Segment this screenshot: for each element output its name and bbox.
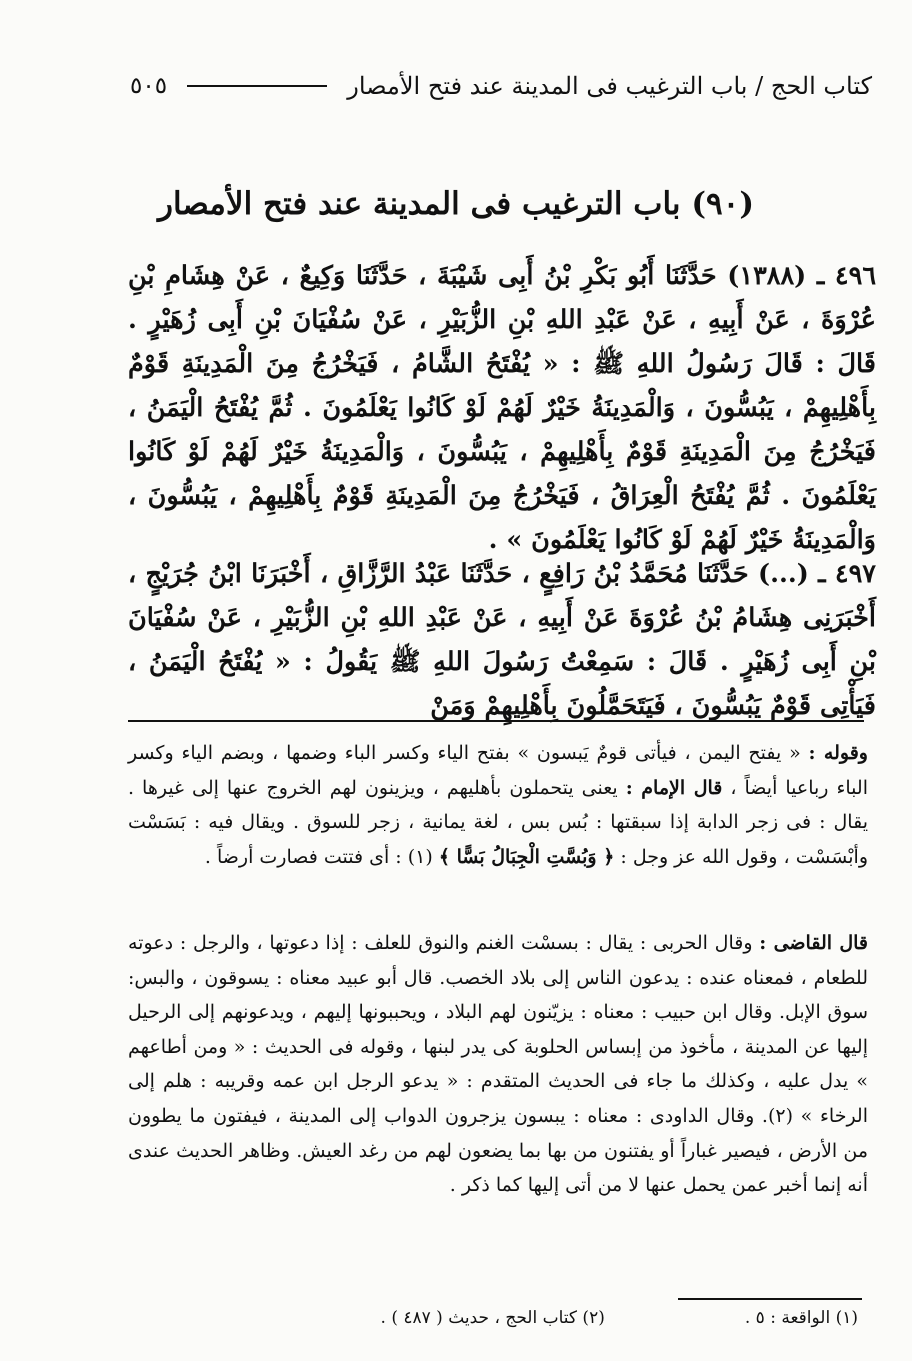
footnote: (١) الواقعة : ٥ . — [744, 1308, 858, 1328]
commentary-text: (١) : أى فتتت فصارت أرضاً . — [204, 845, 433, 868]
footnotes — [240, 1308, 858, 1338]
running-head-title: كتاب الحج / باب الترغيب فى المدينة عند فتح الأمصار — [347, 72, 872, 100]
commentary-text: يعنى يتحملون بأهليهم ، ويزينون لهم الخروج عنها إلى غيرها . يقال : فى زجر الدابة إذا سبقتها : بُس بس ، لغة يمانية ، زجر للسوق . ويقال فيه : بَسَسْت وأبْسَسْت ، وقول الله عز وجل : — [128, 776, 868, 868]
commentary-text: وقال الحربى : يقال : بسسْت الغنم والنوق للعلف : إذا دعوتها ، والرجل : دعوته للطعام ، فمعناه عنده : يدعون الناس إلى بلاد الخصب. قال أبو عبيد معناه : يسوقون ، والبس: سوق الإبل. وقال ابن حبيب : معناه : يزيّنون لهم البلاد ، ويحببونها إليهم ، ويدعونهم إلى الرحيل إليها عن المدينة ، مأخوذ من إبساس الحلوبة كى يدر لبنها ، وقوله فى الحديث : « ومن أطاعهم » يدل عليه ، وكذلك ما جاء فى الحديث المتقدم : « يدعو الرجل ابن عمه وقريبه : هلم إلى الرخاء » (٢). وقال الداودى : معناه : يبسون يزجرون الدواب إلى المدينة ، فيفتون ما يطوون من الأرض ، فيصير غباراً أو يفتنون من بها بما يضعون لهم من رغد العيش. وظاهر الحديث عندى أنه إنما أخبر عمن يحمل عنها لا من أتى إليها كما ذكر . — [128, 932, 868, 1197]
hadith-text: حَدَّثَنَا أَبُو بَكْرِ بْنُ أَبِى شَيْبَةَ ، حَدَّثَنَا وَكِيعٌ ، عَنْ هِشَامِ بْنِ عُرْوَةَ ، عَنْ أَبِيهِ ، عَنْ عَبْدِ اللهِ بْنِ الزُّبَيْرِ ، عَنْ سُفْيَانَ بْنِ أَبِى زُهَيْرٍ . قَالَ : قَالَ رَسُولُ اللهِ ﷺ : « يُفْتَحُ الشَّامُ ، فَيَخْرُجُ مِنَ الْمَدِينَةِ قَوْمٌ بِأَهْلِيهِمْ ، يَبُسُّونَ ، وَالْمَدِينَةُ خَيْرٌ لَهُمْ لَوْ كَانُوا يَعْلَمُونَ . ثُمَّ يُفْتَحُ الْيَمَنُ ، فَيَخْرُجُ مِنَ الْمَدِينَةِ قَوْمٌ بِأَهْلِيهِمْ ، يَبُسُّونَ ، وَالْمَدِينَةُ خَيْرٌ لَهُمْ لَوْ كَانُوا يَعْلَمُونَ . ثُمَّ يُفْتَحُ الْعِرَاقُ ، فَيَخْرُجُ مِنَ الْمَدِينَةِ قَوْمٌ بِأَهْلِيهِمْ ، يَبُسُّونَ ، وَالْمَدِينَةُ خَيْرٌ لَهُمْ لَوْ كَانُوا يَعْلَمُونَ » . — [128, 261, 876, 555]
footnote-rule — [678, 1298, 862, 1300]
commentary-separator — [128, 720, 864, 722]
commentary-paragraph — [128, 926, 868, 1203]
hadith-number: ٤٩٧ ـ (...) — [758, 559, 876, 589]
commentary-paragraph — [128, 736, 868, 874]
qadi-label: قال القاضى : — [759, 932, 868, 954]
hadith-497 — [128, 552, 876, 728]
footnote: (٢) كتاب الحج ، حديث ( ٤٨٧ ) . — [380, 1308, 605, 1328]
running-head-rule — [187, 85, 327, 87]
quran-verse: ﴿ وَبُسَّتِ الْجِبَالُ بَسًّا ﴾ — [438, 845, 615, 868]
commentary-lead: وقوله : — [808, 742, 868, 764]
imam-label: قال الإمام : — [625, 776, 723, 799]
chapter-title: (٩٠) باب الترغيب فى المدينة عند فتح الأمصار — [158, 186, 754, 222]
hadith-number: ٤٩٦ ـ (١٣٨٨) — [727, 261, 877, 291]
hadith-496 — [128, 254, 876, 562]
running-head — [130, 66, 872, 106]
hadith-text: حَدَّثَنَا مُحَمَّدُ بْنُ رَافِعٍ ، حَدَّثَنَا عَبْدُ الرَّزَّاقِ ، أَخْبَرَنَا ابْنُ جُرَيْجٍ ، أَخْبَرَنِى هِشَامُ بْنُ عُرْوَةَ عَنْ أَبِيهِ ، عَنْ عَبْدِ اللهِ بْنِ الزُّبَيْرِ ، عَنْ سُفْيَانَ بْنِ أَبِى زُهَيْرٍ . قَالَ : سَمِعْتُ رَسُولَ اللهِ ﷺ يَقُولُ : « يُفْتَحُ الْيَمَنُ ، فَيَأْتِى قَوْمٌ يَبُسُّونَ ، فَيَتَحَمَّلُونَ بِأَهْلِيهِمْ وَمَنْ — [128, 559, 876, 721]
commentary-text: « يفتح اليمن ، فيأتى قومٌ يَبسون » بفتح الياء وكسر الباء وضمها ، وبضم الياء وكسر الباء رباعيا أيضاً ، — [128, 742, 868, 799]
page-number: ٥٠٥ — [130, 73, 168, 99]
